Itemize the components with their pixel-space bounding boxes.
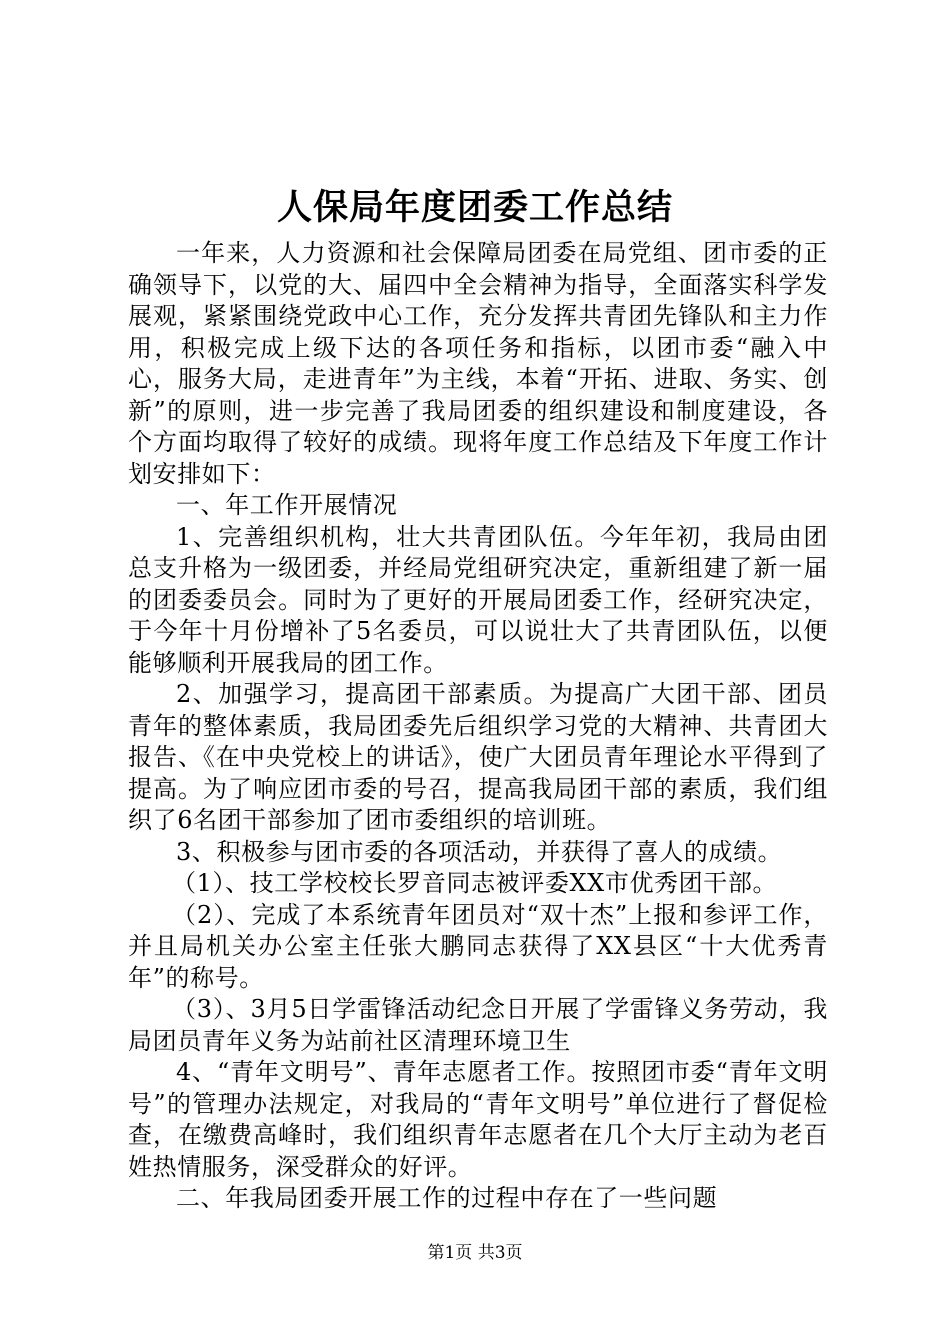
section-heading-1: 一、年工作开展情况 — [176, 491, 398, 519]
page-number: 第1页 — [427, 1243, 473, 1263]
page-total: 共3页 — [477, 1243, 523, 1263]
paragraph-item-4: 4、“青年文明号”、青年志愿者工作。按照团市委“青年文明号”的管理办法规定，对我局的“青年文明号”单位进行了督促检查，在缴费高峰时，我们组织青年志愿者在几个大厅主动为老百姓热情服务，深受群众的好评。 — [128, 1058, 828, 1181]
paragraph-item-2: 2、加强学习，提高团干部素质。为提高广大团干部、团员青年的整体素质，我局团委先后组织学习党的大精神、共青团大报告、《在中央党校上的讲话》，使广大团员青年理论水平得到了提高。为了响应团市委的号召，提高我局团干部的素质，我们组织了6名团干部参加了团市委组织的培训班。 — [128, 680, 828, 834]
paragraph-subitem-1: （1）、技工学校校长罗音同志被评委XX市优秀团干部。 — [172, 869, 778, 897]
paragraph-item-3: 3、积极参与团市委的各项活动，并获得了喜人的成绩。 — [176, 837, 783, 866]
paragraph-subitem-2: （2）、完成了本系统青年团员对“双十杰”上报和参评工作，并且局机关办公室主任张大鹏同志获得了XX县区“十大优秀青年”的称号。 — [128, 900, 828, 992]
section-heading-2: 二、年我局团委开展工作的过程中存在了一些问题 — [176, 1184, 718, 1212]
page-footer — [0, 1241, 950, 1265]
document-body — [128, 238, 828, 1215]
paragraph-subitem-3: （3）、3月5日学雷锋活动纪念日开展了学雷锋义务劳动，我局团员青年义务为站前社区清理环境卫生 — [128, 995, 828, 1055]
paragraph-intro: 一年来，人力资源和社会保障局团委在局党组、团市委的正确领导下，以党的大、届四中全会精神为指导，全面落实科学发展观，紧紧围绕党政中心工作，充分发挥共青团先锋队和主力作用，积极完成上级下达的各项任务和指标，以团市委“融入中心，服务大局，走进青年”为主线，本着“开拓、进取、务实、创新”的原则，进一步完善了我局团委的组织建设和制度建设，各个方面均取得了较好的成绩。现将年度工作总结及下年度工作计划安排如下： — [128, 239, 828, 488]
paragraph-item-1: 1、完善组织机构，壮大共青团队伍。今年年初，我局由团总支升格为一级团委，并经局党组研究决定，重新组建了新一届的团委委员会。同时为了更好的开展局团委工作，经研究决定，于今年十月份增补了5名委员，可以说壮大了共青团队伍，以便能够顺利开展我局的团工作。 — [128, 522, 828, 677]
document-title: 人保局年度团委工作总结 — [276, 187, 673, 228]
